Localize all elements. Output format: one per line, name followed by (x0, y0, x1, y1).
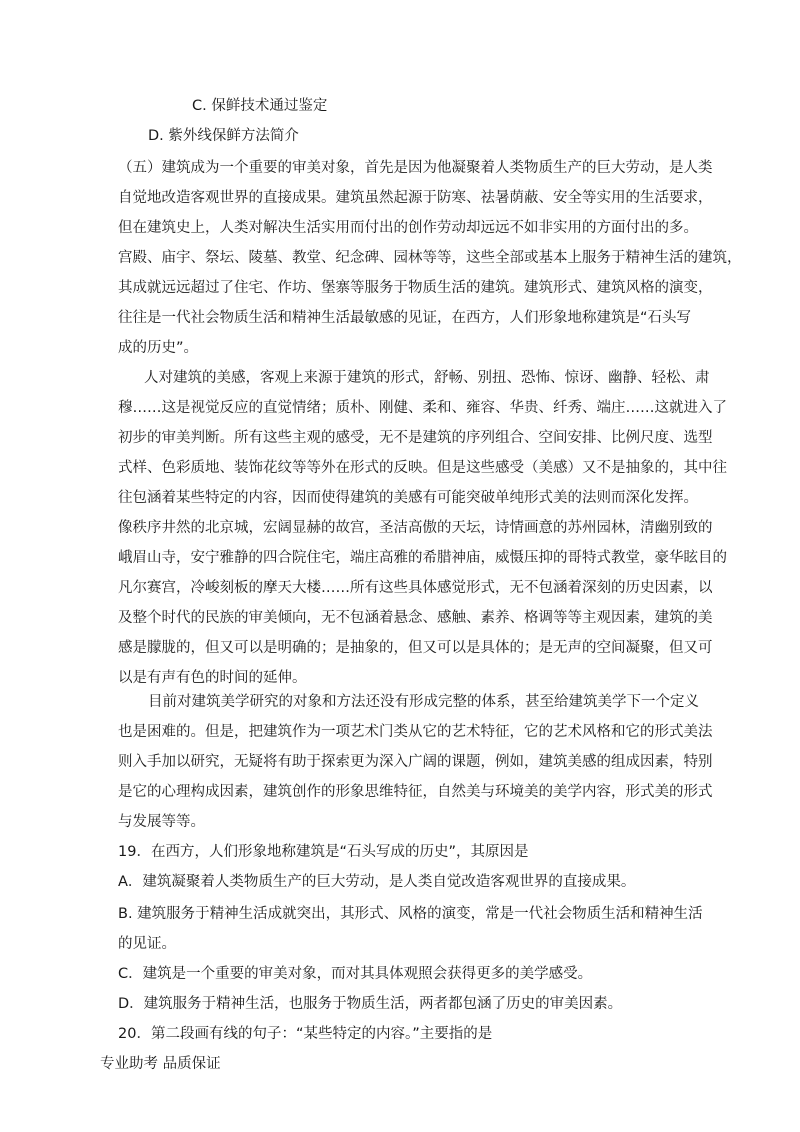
paragraph-1-line: 成的历史”。 (118, 340, 199, 356)
paragraph-2-line: 凡尔赛宫，冷峻刻板的摩天大楼……所有这些具体感觉形式，无不包涵着深刻的历史因素，以 (118, 580, 713, 596)
paragraph-2-line: 及整个时代的民族的审美倾向，无不包涵着悬念、感触、素养、格调等等主观因素，建筑的美 (118, 610, 713, 626)
paragraph-2-line: 式样、色彩质地、装饰花纹等等外在形式的反映。但是这些感受（美感）又不是抽象的，其中往 (118, 460, 727, 476)
question-19-option-c: C．建筑是一个重要的审美对象，而对其具体观照会获得更多的美学感受。 (118, 966, 593, 982)
paragraph-2-line: 人对建筑的美感，客观上来源于建筑的形式，舒畅、别扭、恐怖、惊讶、幽静、轻松、肃 (144, 370, 710, 386)
paragraph-1-line: （五）建筑成为一个重要的审美对象，首先是因为他凝聚着人类物质生产的巨大劳动，是人类 (118, 160, 713, 176)
option-c-prev: C. 保鲜技术通过鉴定 (192, 98, 328, 114)
paragraph-2-line: 感是朦胧的，但又可以是明确的；是抽象的，但又可以是具体的；是无声的空间凝聚，但又可 (118, 640, 713, 656)
paragraph-2-line: 穆……这是视觉反应的直觉情绪；质朴、刚健、柔和、雍容、华贵、纤秀、端庄……这就进入了 (118, 400, 727, 416)
paragraph-2-line: 峨眉山寺，安宁雅静的四合院住宅，端庄高雅的希腊神庙，威慑压抑的哥特式教堂，豪华眩目的 (118, 550, 727, 566)
question-19-stem: 19．在西方，人们形象地称建筑是“石头写成的历史”，其原因是 (118, 844, 529, 860)
paragraph-2-line: 初步的审美判断。所有这些主观的感受，无不是建筑的序列组合、空间安排、比例尺度、选型 (118, 430, 713, 446)
paragraph-2-line: 像秩序井然的北京城，宏阔显赫的故宫，圣洁高傲的天坛，诗情画意的苏州园林，清幽别致的 (118, 520, 713, 536)
question-19-option-b: B. 建筑服务于精神生活成就突出，其形式、风格的演变，常是一代社会物质生活和精神生活 (118, 906, 703, 922)
question-19-option-a: A．建筑凝聚着人类物质生产的巨大劳动，是人类自觉改造客观世界的直接成果。 (118, 874, 636, 890)
paragraph-1-line: 其成就远远超过了住宅、作坊、堡寨等服务于物质生活的建筑。建筑形式、建筑风格的演变， (118, 280, 713, 296)
question-19-option-b-cont: 的见证。 (118, 936, 176, 952)
paragraph-1-line: 但在建筑史上，人类对解决生活实用而付出的创作劳动却远远不如非实用的方面付出的多。 (118, 220, 698, 236)
page-footer: 专业助考 品质保证 (100, 1056, 221, 1072)
question-20-stem: 20．第二段画有线的句子：“某些特定的内容。”主要指的是 (118, 1026, 493, 1042)
paragraph-3-line: 与发展等等。 (118, 814, 205, 830)
paragraph-2-line: 往包涵着某些特定的内容，因而使得建筑的美感有可能突破单纯形式美的法则而深化发挥。 (118, 490, 698, 506)
option-d-prev: D. 紫外线保鲜方法简介 (148, 128, 299, 144)
paragraph-1-line: 自觉地改造客观世界的直接成果。建筑虽然起源于防寒、祛暑荫蔽、安全等实用的生活要求， (118, 190, 713, 206)
paragraph-3-line: 则入手加以研究，无疑将有助于探索更为深入广阔的课题，例如，建筑美感的组成因素，特别 (118, 754, 713, 770)
paragraph-3-line: 是它的心理构成因素，建筑创作的形象思维特征，自然美与环境美的美学内容，形式美的形式 (118, 784, 713, 800)
paragraph-3-line: 目前对建筑美学研究的对象和方法还没有形成完整的体系，甚至给建筑美学下一个定义 (148, 694, 699, 710)
paragraph-1-line: 宫殿、庙宇、祭坛、陵墓、教堂、纪念碑、园林等等，这些全部或基本上服务于精神生活的建筑， (118, 250, 742, 266)
question-19-option-d: D．建筑服务于精神生活，也服务于物质生活，两者都包涵了历史的审美因素。 (118, 996, 623, 1012)
paragraph-1-line: 往往是一代社会物质生活和精神生活最敏感的见证，在西方，人们形象地称建筑是“石头写 (118, 310, 692, 326)
paragraph-2-line: 以是有声有色的时间的延伸。 (118, 670, 307, 686)
paragraph-3-line: 也是困难的。但是，把建筑作为一项艺术门类从它的艺术特征，它的艺术风格和它的形式美法 (118, 724, 713, 740)
